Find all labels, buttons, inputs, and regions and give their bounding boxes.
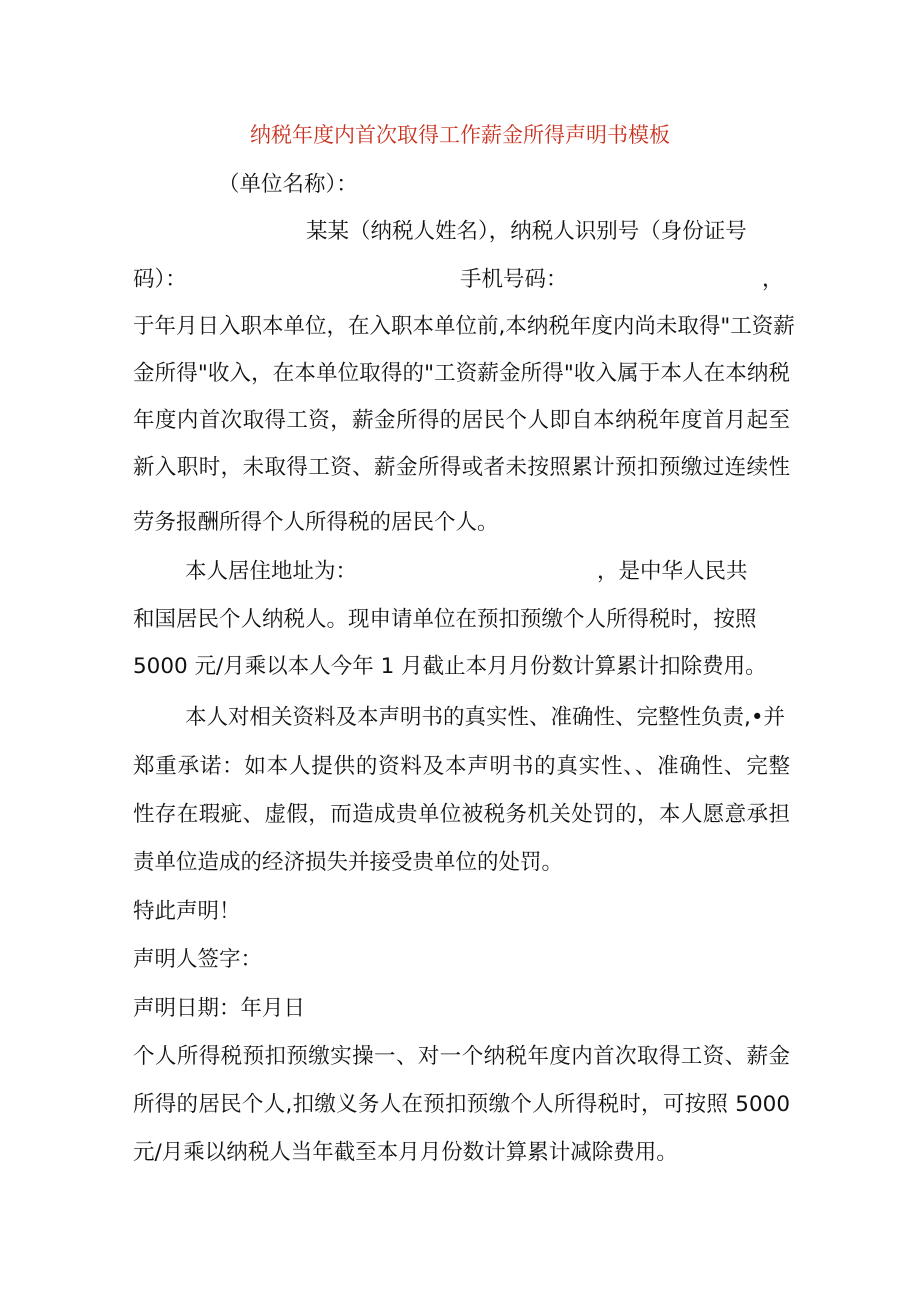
declaration-text: 特此声明！	[133, 899, 241, 924]
paragraph-line: 年度内首次取得工资，薪金所得的居民个人即自本纳税年度首月起至	[133, 408, 790, 433]
paragraph-line: 个人所得税预扣预缴实操一、对一个纳税年度内首次取得工资、薪金	[133, 1044, 790, 1069]
employment-paragraph	[133, 312, 795, 500]
paragraph-line: 新入职时，未取得工资、薪金所得或者未按照累计预扣预缴过连续性	[133, 455, 790, 480]
date-label: 声明日期：年月日	[133, 996, 306, 1021]
id-number-prefix: 码）：	[133, 267, 187, 292]
phone-comma: ，	[762, 267, 784, 292]
unit-name-line: （单位名称）：	[218, 172, 358, 197]
resident-line: 和国居民个人纳税人。现申请单位在预扣预缴个人所得税时，按照	[133, 607, 757, 632]
signature-label: 声明人签字：	[133, 947, 263, 972]
responsibility-line: 本人对相关资料及本声明书的真实性、准确性、完整性负责,•并	[185, 705, 786, 730]
deduction-line: 5000 元/月乘以本人今年 1 月截止本月月份数计算累计扣除费用。	[133, 654, 767, 679]
footer-paragraph	[133, 1042, 790, 1120]
footer-last-line: 元/月乘以纳税人当年截至本月月份数计算累计减除费用。	[133, 1140, 678, 1165]
paragraph-line: 郑重承诺：如本人提供的资料及本声明书的真实性、、准确性、完整	[133, 754, 790, 779]
address-suffix: ，是中华人民共	[597, 559, 748, 584]
address-label: 本人居住地址为：	[185, 559, 358, 584]
phone-label: 手机号码：	[460, 267, 568, 292]
taxpayer-line: 某某（纳税人姓名），纳税人识别号（身份证号	[306, 219, 747, 244]
paragraph-line: 于年月日入职本单位，在入职本单位前,本纳税年度内尚未取得"工资薪	[133, 314, 795, 339]
paragraph-last-line: 劳务报酬所得个人所得税的居民个人。	[133, 510, 499, 535]
paragraph-line: 金所得"收入，在本单位取得的"工资薪金所得"收入属于本人在本纳税	[133, 361, 790, 386]
paragraph-line: 性存在瑕疵、虚假，而造成贵单位被税务机关处罚的，本人愿意承担	[133, 802, 790, 827]
document-title: 纳税年度内首次取得工作薪金所得声明书模板	[250, 123, 670, 147]
commitment-last-line: 责单位造成的经济损失并接受贵单位的处罚。	[133, 850, 564, 875]
commitment-paragraph	[133, 752, 790, 830]
paragraph-line: 所得的居民个人,扣缴义务人在预扣预缴个人所得税时，可按照 5000	[133, 1092, 790, 1117]
